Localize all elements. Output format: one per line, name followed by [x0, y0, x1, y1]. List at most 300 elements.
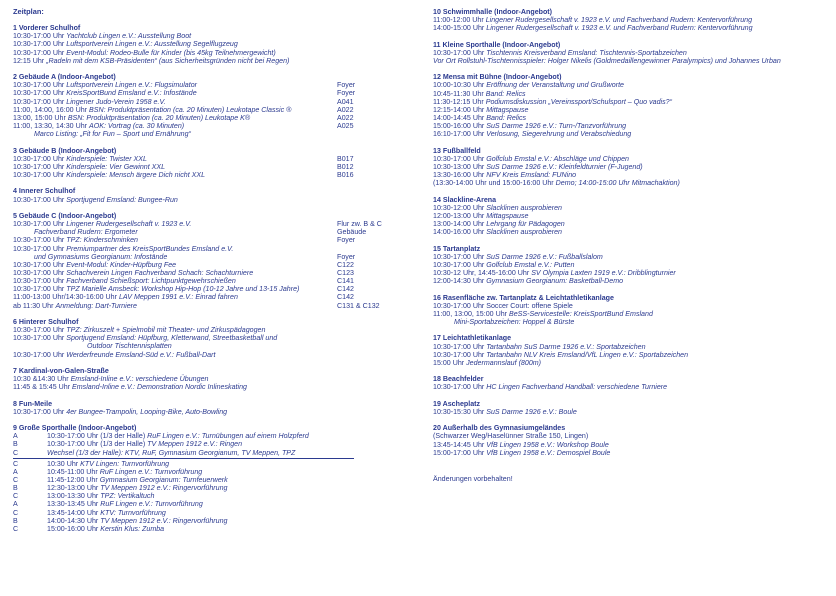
- time-text: 15:00 Uhr: [433, 358, 467, 367]
- schedule-line: [433, 359, 825, 367]
- schedule-line: [433, 49, 825, 57]
- hall-part-letter: A: [13, 467, 18, 476]
- event-text: Lingener Rudergesellschaft v. 1923 e.V.: [66, 220, 192, 229]
- schedule-line: [13, 269, 415, 277]
- schedule-section: [13, 24, 415, 65]
- hall-row: [13, 517, 415, 525]
- event-text: Lingener Rudergesellschaft v. 1923 e.V. und Fachverband Rudern: Kentervorführung: [486, 24, 753, 33]
- event-text: Marco Listing: „Fit for Fun – Sport und Ernährung“: [34, 130, 191, 139]
- schedule-line: [433, 122, 825, 130]
- time-text: 13:00, 15:00 Uhr: [13, 113, 68, 122]
- event-text: BSN: Produktpräsentation (ca. 20 Minuten) Leukotape Classic ®: [88, 105, 292, 114]
- schedule-section: [433, 375, 825, 391]
- event-text: Gymnasium Georgianum: Turnfeuerwerk: [99, 476, 228, 484]
- schedule-line: [433, 24, 825, 32]
- room-label: Foyer: [337, 89, 356, 98]
- event-text: Gymnasium Georgianum: Basketball-Demo: [486, 277, 624, 286]
- time-text: 10:30-17:00 Uhr: [13, 40, 67, 49]
- time-text: 10:30-17:00 Uhr (1/3 der Halle): [47, 432, 148, 441]
- schedule-section: [13, 73, 415, 138]
- event-text: Jedermannslauf (800m): [466, 358, 542, 367]
- section-title: 1 Vorderer Schulhof: [13, 24, 81, 33]
- time-text: 13:00-13:30 Uhr: [47, 492, 101, 501]
- event-text: BSN: Produktpräsentation (ca. 20 Minuten) Leukotape K®: [67, 113, 251, 122]
- right-column: [433, 8, 825, 483]
- time-text: 13:30-16:00 Uhr: [433, 171, 487, 180]
- event-text: Golfclub Emstal e.V.: Abschläge und Chippen: [486, 154, 629, 163]
- event-text: Kerstin Klus: Zumba: [100, 524, 165, 533]
- time-text: 11:30-12:15 Uhr: [433, 97, 486, 106]
- event-text: Sportjugend Emsland: Bungee-Run: [66, 195, 178, 204]
- schedule-line: [433, 212, 825, 220]
- time-text: 10:30-17:00 Uhr: [13, 220, 67, 229]
- schedule-line: [13, 98, 415, 106]
- event-text: Podiumsdiskussion „Vereinssport/Schulsport – Quo vadis?“: [485, 97, 672, 106]
- hall-row: [13, 484, 415, 492]
- time-text: 10:30-12 Uhr, 14:45-16:00 Uhr: [433, 269, 532, 278]
- schedule-line: [13, 408, 415, 416]
- section-title: 10 Schwimmhalle (Indoor-Angebot): [433, 8, 553, 16]
- event-text: TV Meppen 1912 e.V.: Ringervorführung: [100, 484, 228, 493]
- time-text: 10:45-11:00 Uhr: [47, 467, 100, 476]
- room-label: C123: [337, 268, 354, 277]
- schedule-line: [13, 81, 415, 89]
- time-text: 11:00, 13:00, 15:00 Uhr: [433, 309, 509, 318]
- schedule-section: [433, 196, 825, 237]
- event-text: Kinderspiele: Vier Gewinnt XXL: [66, 162, 166, 171]
- time-text: 11:00, 13:30, 14:30 Uhr: [13, 122, 89, 131]
- schedule-line: [433, 351, 825, 359]
- schedule-line: [13, 57, 415, 65]
- time-text: 10:30-15:30 Uhr: [433, 407, 487, 416]
- time-text: 10:30 &14:30 Uhr: [13, 375, 71, 384]
- time-text: 10:30-17:00 Uhr: [13, 162, 67, 171]
- time-text: 10:30-17:00 Uhr: [13, 48, 67, 57]
- hall-part-letter: C: [13, 459, 19, 468]
- event-text: Luftsportverein Lingen e.V.: Ausstellung Segelflugzeug: [66, 40, 238, 49]
- time-text: 10:30-17:00 Uhr: [13, 277, 67, 286]
- schedule-line: [433, 163, 825, 171]
- event-text: KTV: Turnvorführung: [100, 508, 166, 517]
- hall-row: [13, 525, 415, 533]
- schedule-section: [13, 318, 415, 359]
- schedule-line: [13, 375, 415, 383]
- time-text: 13:30-13:45 Uhr: [47, 500, 101, 509]
- schedule-line: [13, 277, 415, 285]
- section-title: 20 Außerhalb des Gymnasiumgeländes: [433, 424, 566, 433]
- section-title: 19 Ascheplatz: [433, 399, 481, 408]
- schedule-line: [433, 383, 825, 391]
- hall-rows-after: [13, 460, 415, 533]
- schedule-line: [13, 261, 415, 269]
- time-text: 10:30-12:00 Uhr: [433, 203, 487, 212]
- event-text: Lehrgang für Pädagogen: [486, 220, 565, 229]
- event-text: Fachverband Schießsport: Lichtpunktgewehrschießen: [66, 277, 236, 286]
- schedule-section: [433, 294, 825, 327]
- event-text: SuS Darme 1926 e.V.: Kleinfeldturnier (F-Jugend): [486, 163, 643, 172]
- section-title: 17 Leichtathletikanlage: [433, 334, 512, 343]
- event-text: KTV Lingen: Turnvorführung: [80, 459, 170, 468]
- time-text: 10:30-17:00 Uhr: [433, 383, 487, 392]
- schedule-line: [433, 449, 825, 457]
- schedule-line: [433, 171, 825, 179]
- event-text: SuS Darme 1926 e.V.: Fußballslalom: [486, 252, 603, 261]
- time-text: 10:30-17:00 Uhr: [13, 97, 67, 106]
- time-text: 10:30-17:00 Uhr: [433, 48, 487, 57]
- event-text: Slacklinen ausprobieren: [486, 228, 562, 237]
- schedule-line: [13, 89, 415, 97]
- schedule-line: [13, 236, 415, 244]
- event-text: Werderfreunde Emsland-Süd e.V.: Fußball-Dart: [66, 350, 216, 359]
- event-text: Demo; 14:00-15:00 Uhr Mitmachaktion): [555, 179, 680, 188]
- event-text: NFV Kreis Emsland: FUNino: [486, 171, 577, 180]
- event-text: Mittagspause: [486, 212, 529, 221]
- schedule-line: [433, 106, 825, 114]
- left-sections: [13, 24, 415, 416]
- event-text: Emsland-Inline e.V.: Demonstration Nordic Inlineskating: [72, 383, 247, 392]
- room-label: C142: [337, 285, 354, 294]
- time-text: 10:30-17:00 Uhr: [13, 171, 67, 180]
- schedule-line: [433, 220, 825, 228]
- schedule-line: [433, 269, 825, 277]
- time-text: 13:45-14:00 Uhr: [47, 508, 101, 517]
- time-text: 12:15-14:00 Uhr: [433, 105, 487, 114]
- hall-row: [13, 476, 415, 484]
- time-text: 10:30-17:00 Uhr: [433, 301, 487, 310]
- time-text: 10:30-17:00 Uhr: [13, 334, 67, 343]
- schedule-line: [13, 342, 415, 350]
- time-text: 12:30-13:00 Uhr: [47, 484, 101, 493]
- time-text: 11:00, 14:00, 16:00 Uhr: [13, 105, 89, 114]
- event-text: Slacklinen ausprobieren: [486, 203, 562, 212]
- event-text: Lingener Judo-Verein 1958 e.V.: [66, 97, 166, 106]
- schedule-line: [433, 277, 825, 285]
- event-text: „Radeln mit dem KSB-Präsidenten“ (aus Sicherheitsgründen nicht bei Regen): [46, 56, 290, 65]
- schedule-section: [433, 400, 825, 416]
- event-text: TPZ: Vertikaltuch: [100, 492, 155, 501]
- hall-part-letter: C: [13, 476, 19, 484]
- schedule-line: [13, 220, 415, 228]
- event-text: HC Lingen Fachverband Handball: verschiedene Turniere: [486, 383, 668, 392]
- time-text: 14:00-14:45 Uhr: [433, 114, 487, 123]
- time-text: 10:30-17:00 Uhr: [13, 326, 67, 335]
- time-text: 10:30-17:00 Uhr: [13, 260, 67, 269]
- hall-row: [13, 432, 415, 440]
- event-text: VfB Lingen 1958 e.V.: Workshop Boule: [486, 440, 609, 449]
- time-text: 10:30-17:00 Uhr: [13, 285, 67, 294]
- hall-part-letter: C: [13, 492, 19, 501]
- event-text: Yachtclub Lingen e.V.: Ausstellung Boot: [66, 32, 192, 41]
- event-text: SV Olympia Laxten 1919 e.V.: Dribblingturnier: [531, 269, 676, 278]
- hall-row: [13, 509, 415, 517]
- schedule-line: [13, 122, 415, 130]
- event-text: Event-Modul: Rodeo-Bulle für Kinder (bis 45kg Teilnehmergewicht): [66, 48, 276, 57]
- changes-note: Änderungen vorbehalten!: [433, 474, 513, 483]
- room-label: B012: [337, 162, 354, 171]
- event-text: Luftsportverein Lingen e.V.: Flugsimulator: [66, 81, 198, 90]
- section-title: 2 Gebäude A (Indoor-Angebot): [13, 73, 116, 82]
- event-text: Golfclub Emstal e.V.: Putten: [486, 261, 575, 269]
- room-label: Gebäude: [337, 228, 367, 237]
- page-title: Zeitplan:: [13, 7, 44, 16]
- time-text: 10:30-17:00 Uhr: [13, 350, 67, 359]
- hall-row: [13, 468, 415, 476]
- event-text: Band: Relics: [486, 114, 527, 123]
- event-text: LAV Meppen 1991 e.V.: Einrad fahren: [118, 293, 238, 302]
- schedule-section: [433, 73, 825, 138]
- schedule-line: [433, 228, 825, 236]
- section-title: 6 Hinterer Schulhof: [13, 317, 79, 326]
- event-text: Wechsel (1/3 der Halle): KTV, RuF, Gymnasium Georgianum, TV Meppen, TPZ: [47, 448, 296, 457]
- time-text: 11:00-12:00 Uhr: [433, 16, 486, 25]
- schedule-line: [433, 98, 825, 106]
- section-title: 4 Innerer Schulhof: [13, 187, 76, 196]
- schedule-section: [13, 212, 415, 310]
- schedule-line: [13, 245, 415, 253]
- time-text: 10:30-17:00 Uhr: [13, 244, 67, 253]
- schedule-line: [433, 261, 825, 269]
- event-text: Premiumpartner des KreisSportBundes Emsland e.V.: [66, 244, 234, 253]
- hall-part-letter: A: [13, 500, 18, 509]
- time-text: 15:00-16:00 Uhr: [47, 524, 101, 533]
- schedule-line: [433, 204, 825, 212]
- event-text: TPZ: Kinderschminken: [66, 236, 139, 245]
- schedule-line: [13, 285, 415, 293]
- time-text: 10:30-17:00 Uhr: [13, 89, 67, 98]
- room-label: A041: [337, 97, 354, 106]
- schedule-line: [433, 179, 825, 187]
- schedule-line: [433, 310, 825, 318]
- schedule-line: [13, 49, 415, 57]
- event-text: Soccer Court: offene Spiele: [486, 301, 573, 310]
- schedule-line: [433, 253, 825, 261]
- schedule-line: [13, 228, 415, 236]
- hall-row: [13, 460, 415, 468]
- event-text: Band: Relics: [485, 89, 526, 98]
- hall-row: [13, 492, 415, 500]
- schedule-section: [433, 147, 825, 188]
- schedule-line: [433, 302, 825, 310]
- schedule-line: [13, 32, 415, 40]
- schedule-line: [13, 293, 415, 301]
- time-text: 10:30-17:00 Uhr: [433, 252, 487, 261]
- section-title: 11 Kleine Sporthalle (Indoor-Angebot): [433, 40, 561, 49]
- time-text: 15:00-17:00 Uhr: [433, 448, 487, 457]
- schedule-line: [433, 114, 825, 122]
- event-text: (Schwarzer Weg/Haselünner Straße 150, Lingen): [433, 432, 589, 441]
- time-text: 11:45 & 15:45 Uhr: [13, 383, 73, 392]
- event-text: SuS Darme 1926 e.V.: Turn-/Tanzvorführung: [486, 122, 627, 131]
- section-title: 5 Gebäude C (Indoor-Angebot): [13, 211, 117, 220]
- room-label: A022: [337, 105, 354, 114]
- event-text: TV Meppen 1912 e.V.: Ringen: [147, 440, 243, 449]
- time-text: 10:30-17:00 Uhr: [433, 261, 487, 269]
- time-text: 11:00-13:00 Uhr/14:30-16:00 Uhr: [13, 293, 119, 302]
- schedule-line: [13, 326, 415, 334]
- schedule-section: [433, 334, 825, 367]
- room-label: C142: [337, 293, 354, 302]
- time-text: 10:45-11:30 Uhr: [433, 89, 486, 98]
- section-title: 8 Fun-Meile: [13, 399, 53, 408]
- hall-part-letter: C: [13, 508, 19, 517]
- room-label: C122: [337, 260, 354, 269]
- event-text: TPZ Marielle Amsbeck: Workshop Hip-Hop (10-12 Jahre und 13-15 Jahre): [66, 285, 300, 294]
- event-text: Tartanbahn NLV Kreis Emsland/VfL Lingen e.V.: Sportabzeichen: [486, 350, 689, 359]
- schedule-line: [13, 40, 415, 48]
- event-text: Lingener Rudergesellschaft v. 1923 e.V. und Fachverband Rudern: Kentervorführung: [485, 16, 753, 25]
- section-title: 16 Rasenfläche zw. Tartanplatz & Leichtathletikanlage: [433, 293, 614, 302]
- schedule-section: [433, 41, 825, 65]
- schedule-section: [433, 8, 825, 32]
- section-title: 3 Gebäude B (Indoor-Angebot): [13, 146, 117, 155]
- event-text: Eröffnung der Veranstaltung und Grußworte: [486, 81, 624, 90]
- schedule-line: [433, 16, 825, 24]
- schedule-line: [433, 130, 825, 138]
- time-text: 10:30-17:00 Uhr: [433, 342, 487, 351]
- time-text: 10:30-17:00 Uhr: [13, 195, 67, 204]
- hall-section: [13, 424, 415, 533]
- left-column: [13, 8, 415, 541]
- schedule-section: [433, 245, 825, 286]
- event-text: Anmeldung: Dart-Turniere: [55, 301, 137, 310]
- event-text: KreisSportBund Emsland e.V.: Infostände: [66, 89, 197, 98]
- room-label: C141: [337, 277, 354, 286]
- time-text: 15:00-16:00 Uhr: [433, 122, 487, 131]
- event-text: Vor Ort Rollstuhl-Tischtennisspieler: Holger Nikelis (Goldmedaillengewinner Paralympics) und Johannes Urban: [433, 56, 781, 65]
- room-label: Foyer: [337, 252, 356, 261]
- time-text: 10:30-17:00 Uhr: [13, 32, 67, 41]
- event-text: SuS Darme 1926 e.V.: Boule: [486, 407, 577, 416]
- event-text: Tartanbahn SuS Darme 1926 e.V.: Sportabzeichen: [486, 342, 646, 351]
- hall-part-letter: C: [13, 448, 19, 457]
- schedule-section: [13, 147, 415, 180]
- schedule-line: [433, 81, 825, 89]
- schedule-line: [13, 302, 415, 310]
- event-text: Schachverein Lingen Fachverband Schach: Schachturniere: [66, 268, 254, 277]
- schedule-line: [13, 171, 415, 179]
- event-text: Mini-Sportabzeichen: Hoppel & Bürste: [454, 318, 575, 327]
- event-text: RuF Lingen e.V.: Turnvorführung: [99, 467, 203, 476]
- event-text: Sportjugend Emsland: Hüpfburg, Kletterwand, Streetbasketball und: [66, 334, 278, 343]
- hall-row: [13, 500, 415, 508]
- section-title: 7 Kardinal-von-Galen-Straße: [13, 366, 109, 375]
- schedule-line: [13, 383, 415, 391]
- event-text: Verlosung, Siegerehrung und Verabschiedung: [486, 130, 632, 139]
- event-text: AOK: Vortrag (ca. 30 Minuten): [88, 122, 185, 131]
- time-text: 12:15 Uhr: [13, 56, 47, 65]
- time-text: 10:30-17:00 Uhr: [433, 154, 487, 163]
- hall-part-letter: B: [13, 484, 18, 493]
- section-title: 18 Beachfelder: [433, 375, 484, 384]
- event-text: Outdoor Tischtennisplatten: [87, 342, 172, 351]
- room-label: Flur zw. B & C: [337, 220, 382, 229]
- schedule-line: [13, 196, 415, 204]
- schedule-line: [433, 343, 825, 351]
- time-text: 12:00-13:00 Uhr: [433, 212, 487, 221]
- section-title: 13 Fußballfeld: [433, 146, 481, 155]
- event-text: TPZ: Zirkuszelt + Spielmobil mit Theater- und Zirkuspädagogen: [66, 326, 266, 335]
- event-text: Kinderspiele: Mensch ärgere Dich nicht XXL: [66, 171, 206, 180]
- time-text: 10:30-13:00 Uhr: [433, 163, 487, 172]
- hall-row: [13, 440, 415, 448]
- section-title: 14 Slackline-Arena: [433, 195, 497, 204]
- room-label: Foyer: [337, 81, 356, 90]
- event-text: Kinderspiele: Twister XXL: [66, 154, 147, 163]
- schedule-line: [13, 253, 415, 261]
- room-label: Foyer: [337, 236, 356, 245]
- schedule-line: [433, 318, 825, 326]
- time-text: 10:30-17:00 Uhr: [13, 81, 67, 90]
- hall-rows-before: [13, 432, 415, 456]
- time-text: 12:00-14:30 Uhr: [433, 277, 487, 286]
- hall-part-letter: B: [13, 440, 18, 449]
- time-text: 10:30-17:00 Uhr: [13, 236, 67, 245]
- schedule-line: [433, 441, 825, 449]
- schedule-line: [13, 351, 415, 359]
- room-label: A022: [337, 113, 354, 122]
- schedule-line: [433, 408, 825, 416]
- room-label: B016: [337, 171, 354, 180]
- schedule-section: [13, 187, 415, 203]
- event-text: 4er Bungee-Trampolin, Looping-Bike, Auto-Bowling: [66, 407, 228, 416]
- time-text: 10:30-17:00 Uhr: [13, 268, 67, 277]
- event-text: Tischtennis Kreisverband Emsland: Tischtennis-Sportabzeichen: [486, 48, 687, 57]
- time-text: ab 11:30 Uhr: [13, 301, 56, 310]
- event-text: BeSS-Servicestelle: KreisSportBund Emsland: [508, 309, 653, 318]
- schedule-line: [13, 106, 415, 114]
- separator-line: [13, 458, 354, 459]
- time-text: 10:30-17:00 Uhr: [13, 154, 67, 163]
- schedule-section: [433, 424, 825, 457]
- event-text: Fachverband Rudern: Ergometer: [34, 228, 138, 237]
- time-text: 14:00-15:00 Uhr: [433, 24, 487, 33]
- section-title: 9 Große Sporthalle (Indoor-Angebot): [13, 424, 137, 433]
- section-title: 12 Mensa mit Bühne (Indoor-Angebot): [433, 73, 562, 82]
- event-text: RuF Lingen e.V.: Turnvorführung: [100, 500, 203, 509]
- time-text: 14:00-16:00 Uhr: [433, 228, 487, 237]
- hall-part-letter: A: [13, 432, 18, 441]
- hall-part-letter: B: [13, 516, 18, 525]
- time-text: 10:30-17:00 Uhr: [13, 407, 67, 416]
- hall-row: [13, 449, 415, 457]
- schedule-section: [13, 367, 415, 391]
- event-text: Emsland-Inline e.V.: verschiedene Übungen: [70, 375, 209, 384]
- right-sections: [433, 8, 825, 457]
- event-text: Event-Modul: Kinder-Hüpfburg Fee: [66, 260, 177, 269]
- schedule-line: [13, 163, 415, 171]
- time-text: (13:30-14:00 Uhr und 15:00-16:00 Uhr: [433, 179, 556, 188]
- section-title: 15 Tartanplatz: [433, 244, 481, 253]
- event-text: und Gymnasiums Georgianum: Infostände: [34, 252, 168, 261]
- event-text: RuF Lingen e.V.: Turnübungen auf einem Holzpferd: [147, 432, 309, 441]
- event-text: VfB Lingen 1958 e.V.: Demospiel Boule: [486, 448, 611, 457]
- time-text: 13:00-14:00 Uhr: [433, 220, 487, 229]
- schedule-line: [13, 130, 415, 138]
- time-text: 10:00-10:30 Uhr: [433, 81, 487, 90]
- schedule-line: [433, 57, 825, 65]
- time-text: 14:00-14:30 Uhr: [47, 516, 101, 525]
- event-text: TV Meppen 1912 e.V.: Ringervorführung: [100, 516, 228, 525]
- room-label: A025: [337, 122, 354, 131]
- schedule-line: [433, 155, 825, 163]
- event-text: Mittagspause: [486, 105, 529, 114]
- time-text: 13:45-14:45 Uhr: [433, 440, 487, 449]
- schedule-line: [433, 432, 825, 440]
- time-text: 10:30-17:00 Uhr (1/3 der Halle): [47, 440, 148, 449]
- schedule-line: [433, 90, 825, 98]
- time-text: 11:45-12:00 Uhr: [47, 476, 100, 484]
- time-text: 10:30-17:00 Uhr: [433, 350, 487, 359]
